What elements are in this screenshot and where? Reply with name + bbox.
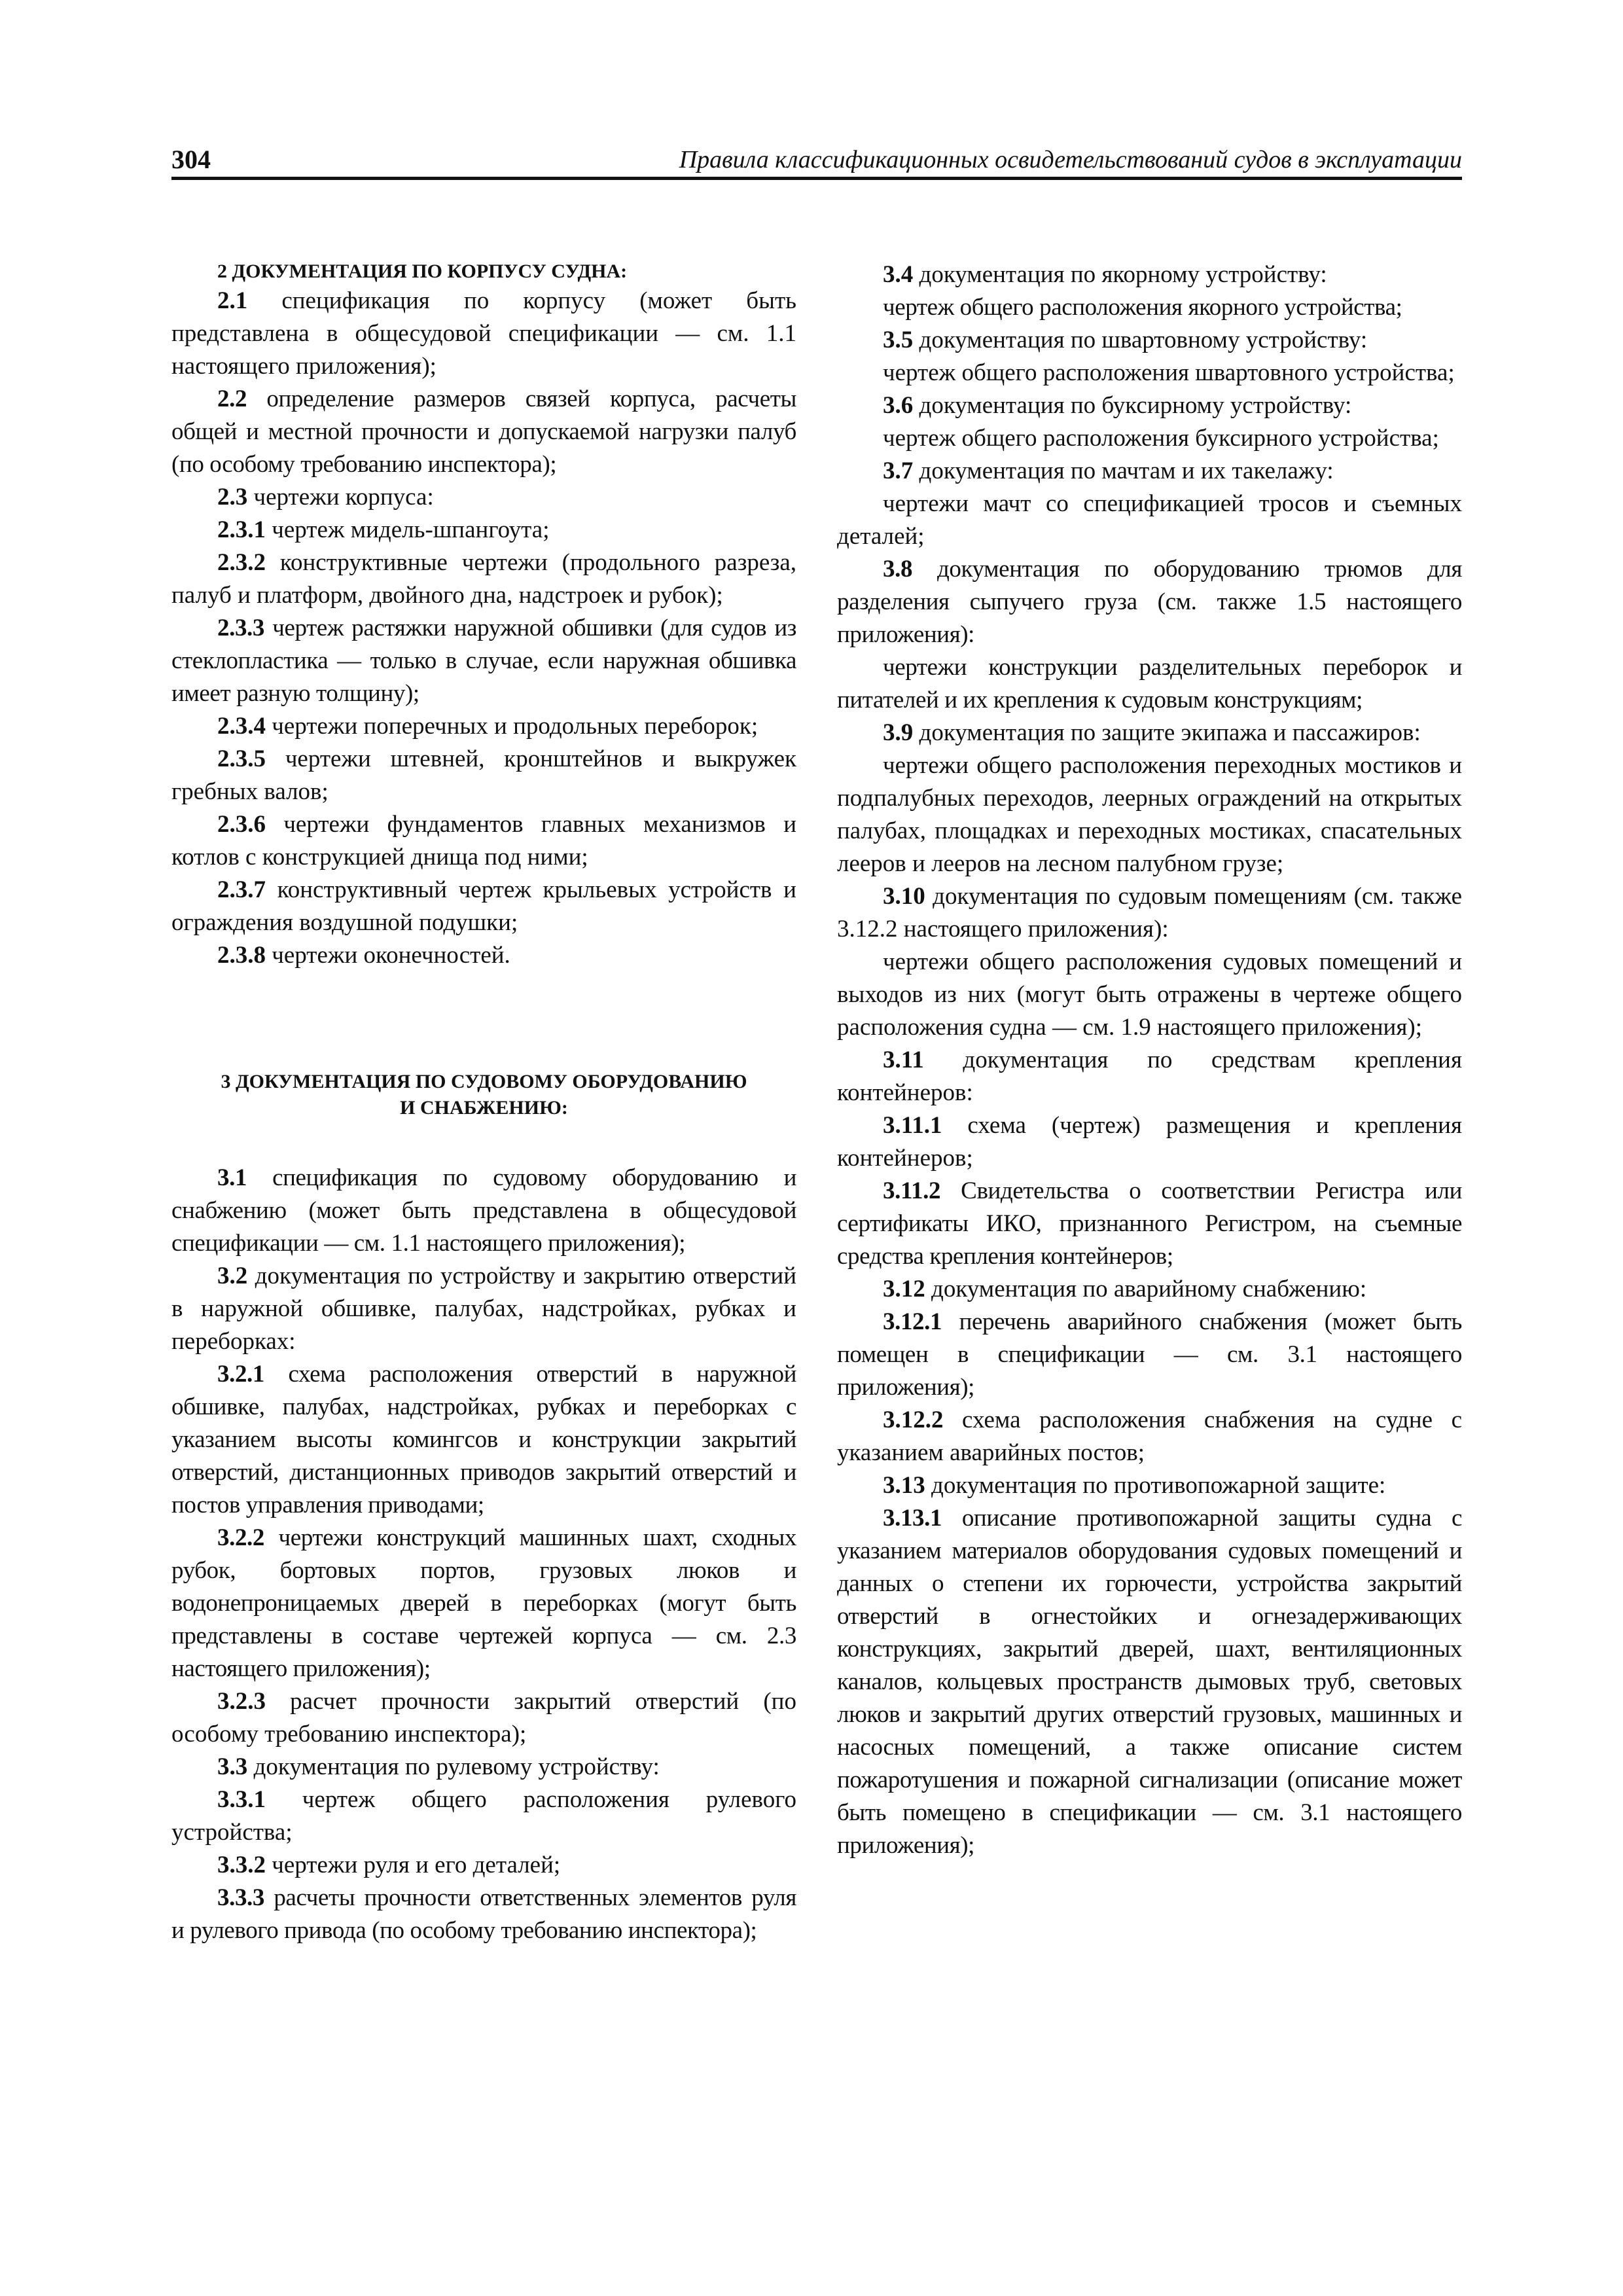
clause-3-1: 3.1 спецификация по судовому оборудованию и снабжению (может быть представлена в общесудовой спецификации — см. 1.1 настоящего приложения); [171, 1164, 796, 1257]
header-rule [171, 177, 1462, 180]
clause-2-3-4: 2.3.4 чертежи поперечных и продольных переборок; [217, 713, 758, 740]
clause-3-10: 3.10 документация по судовым помещениям (см. также 3.12.2 настоящего приложения): [837, 883, 1462, 942]
clause-3-9: 3.9 документация по защите экипажа и пассажиров: [883, 719, 1421, 746]
clause-2-3-2: 2.3.2 конструктивные чертежи (продольного разреза, палуб и платформ, двойного дна, надстроек и рубок); [171, 549, 796, 609]
clause-2-3-3: 2.3.3 чертеж растяжки наружной обшивки (для судов из стеклопластика — только в случае, если наружная обшивка имеет разную толщину); [171, 615, 796, 707]
clause-2-3-7: 2.3.7 конструктивный чертеж крыльевых устройств и ограждения воздушной подушки; [171, 876, 796, 936]
clause-3-13-1: 3.13.1 описание противопожарной защиты судна с указанием материалов оборудования судовых помещений и данных о степени их горючести, устройства закрытий отверстий в огнестойких и огнезадерживающих конструкциях, закрытий дверей, шахт, вентиляционных каналов, кольцевых пространств дымовых труб, световых люков и закрытий других отверстий грузовых, машинных и насосных помещений, а также описание систем пожаротушения и пожарной сигнализации (описание может быть помещено в спецификации — см. 3.1 настоящего приложения); [837, 1505, 1462, 1859]
clause-3-3-2: 3.3.2 чертежи руля и его деталей; [217, 1852, 561, 1878]
clause-3-3-1: 3.3.1 чертеж общего расположения рулевого устройства; [171, 1786, 796, 1846]
clause-3-5-text: чертеж общего расположения швартовного устройства; [883, 359, 1455, 386]
clause-2-3-8: 2.3.8 чертежи оконечностей. [217, 942, 510, 969]
clause-3-11: 3.11 документация по средствам крепления контейнеров: [837, 1047, 1462, 1106]
left-column [171, 259, 796, 1947]
section-3-heading-line-2: И СНАБЖЕНИЮ: [400, 1097, 568, 1119]
clause-2-3-5: 2.3.5 чертежи штевней, кронштейнов и выкружек гребных валов; [171, 745, 796, 805]
clause-3-11-2: 3.11.2 Свидетельства о соответствии Регистра или сертификаты ИКО, признанного Регистром, на съемные средства крепления контейнеров; [837, 1177, 1462, 1270]
clause-3-7-text: чертежи мачт со спецификацией тросов и съемных деталей; [837, 490, 1462, 550]
section-3-heading [171, 1069, 796, 1121]
clause-3-3-3: 3.3.3 расчеты прочности ответственных элементов руля и рулевого привода (по особому требованию инспектора); [171, 1884, 796, 1944]
clause-3-8: 3.8 документация по оборудованию трюмов для разделения сыпучего груза (см. также 1.5 настоящего приложения): [837, 556, 1462, 648]
clause-2-3-6: 2.3.6 чертежи фундаментов главных механизмов и котлов с конструкцией днища под ними; [171, 811, 796, 870]
clause-3-4-text: чертеж общего расположения якорного устройства; [883, 294, 1402, 321]
clause-2-3: 2.3 чертежи корпуса: [217, 484, 434, 511]
clause-3-7: 3.7 документация по мачтам и их такелажу: [883, 457, 1334, 484]
clause-3-12: 3.12 документация по аварийному снабжению: [883, 1276, 1367, 1302]
clause-3-2-1: 3.2.1 схема расположения отверстий в наружной обшивке, палубах, надстройках, рубках и переборках с указанием высоты комингсов и конструкции закрытий отверстий, дистанционных приводов закрытий отверстий и постов управления приводами; [171, 1361, 796, 1518]
clause-2-3-1: 2.3.1 чертеж мидель-шпангоута; [217, 516, 550, 543]
section-3-heading-line-1: 3 ДОКУМЕНТАЦИЯ ПО СУДОВОМУ ОБОРУДОВАНИЮ [221, 1071, 747, 1092]
clause-2-2: 2.2 определение размеров связей корпуса, расчеты общей и местной прочности и допускаемой нагрузки палуб (по особому требованию инспектора); [171, 386, 796, 478]
clause-3-4: 3.4 документация по якорному устройству: [883, 261, 1327, 288]
section-2-heading: 2 ДОКУМЕНТАЦИЯ ПО КОРПУСУ СУДНА: [217, 260, 628, 282]
clause-3-6: 3.6 документация по буксирному устройству: [883, 392, 1352, 419]
clause-3-8-text: чертежи конструкции разделительных переборок и питателей и их крепления к судовым конструкциям; [837, 654, 1462, 713]
clause-3-13: 3.13 документация по противопожарной защите: [883, 1472, 1386, 1499]
clause-3-6-text: чертеж общего расположения буксирного устройства; [883, 425, 1439, 452]
page-number: 304 [171, 145, 211, 174]
clause-3-2-2: 3.2.2 чертежи конструкций машинных шахт, сходных рубок, бортовых портов, грузовых люков и водонепроницаемых дверей в переборках (могут быть представлены в составе чертежей корпуса — см. 2.3 настоящего приложения); [171, 1524, 796, 1682]
clause-3-3: 3.3 документация по рулевому устройству: [217, 1753, 660, 1780]
right-column [837, 259, 1462, 1862]
clause-3-12-1: 3.12.1 перечень аварийного снабжения (может быть помещен в спецификации — см. 3.1 настоящего приложения); [837, 1308, 1462, 1401]
clause-3-2: 3.2 документация по устройству и закрытию отверстий в наружной обшивке, палубах, надстройках, рубках и переборках: [171, 1263, 796, 1355]
clause-3-5: 3.5 документация по швартовному устройству: [883, 327, 1368, 353]
clause-3-2-3: 3.2.3 расчет прочности закрытий отверстий (по особому требованию инспектора); [171, 1688, 796, 1748]
clause-3-12-2: 3.12.2 схема расположения снабжения на судне с указанием аварийных постов; [837, 1407, 1462, 1466]
running-title: Правила классификационных освидетельствований судов в эксплуатации [679, 146, 1462, 173]
clause-3-11-1: 3.11.1 схема (чертеж) размещения и крепления контейнеров; [837, 1112, 1462, 1172]
clause-3-10-text: чертежи общего расположения судовых помещений и выходов из них (могут быть отражены в чертеже общего расположения судна — см. 1.9 настоящего приложения); [837, 948, 1462, 1041]
clause-2-1: 2.1 спецификация по корпусу (может быть представлена в общесудовой спецификации — см. 1.1 настоящего приложения); [171, 287, 796, 380]
clause-3-9-text: чертежи общего расположения переходных мостиков и подпалубных переходов, леерных ограждений на открытых палубах, площадках и переходных мостиках, спасательных лееров и лееров на лесном палубном грузе; [837, 752, 1462, 877]
